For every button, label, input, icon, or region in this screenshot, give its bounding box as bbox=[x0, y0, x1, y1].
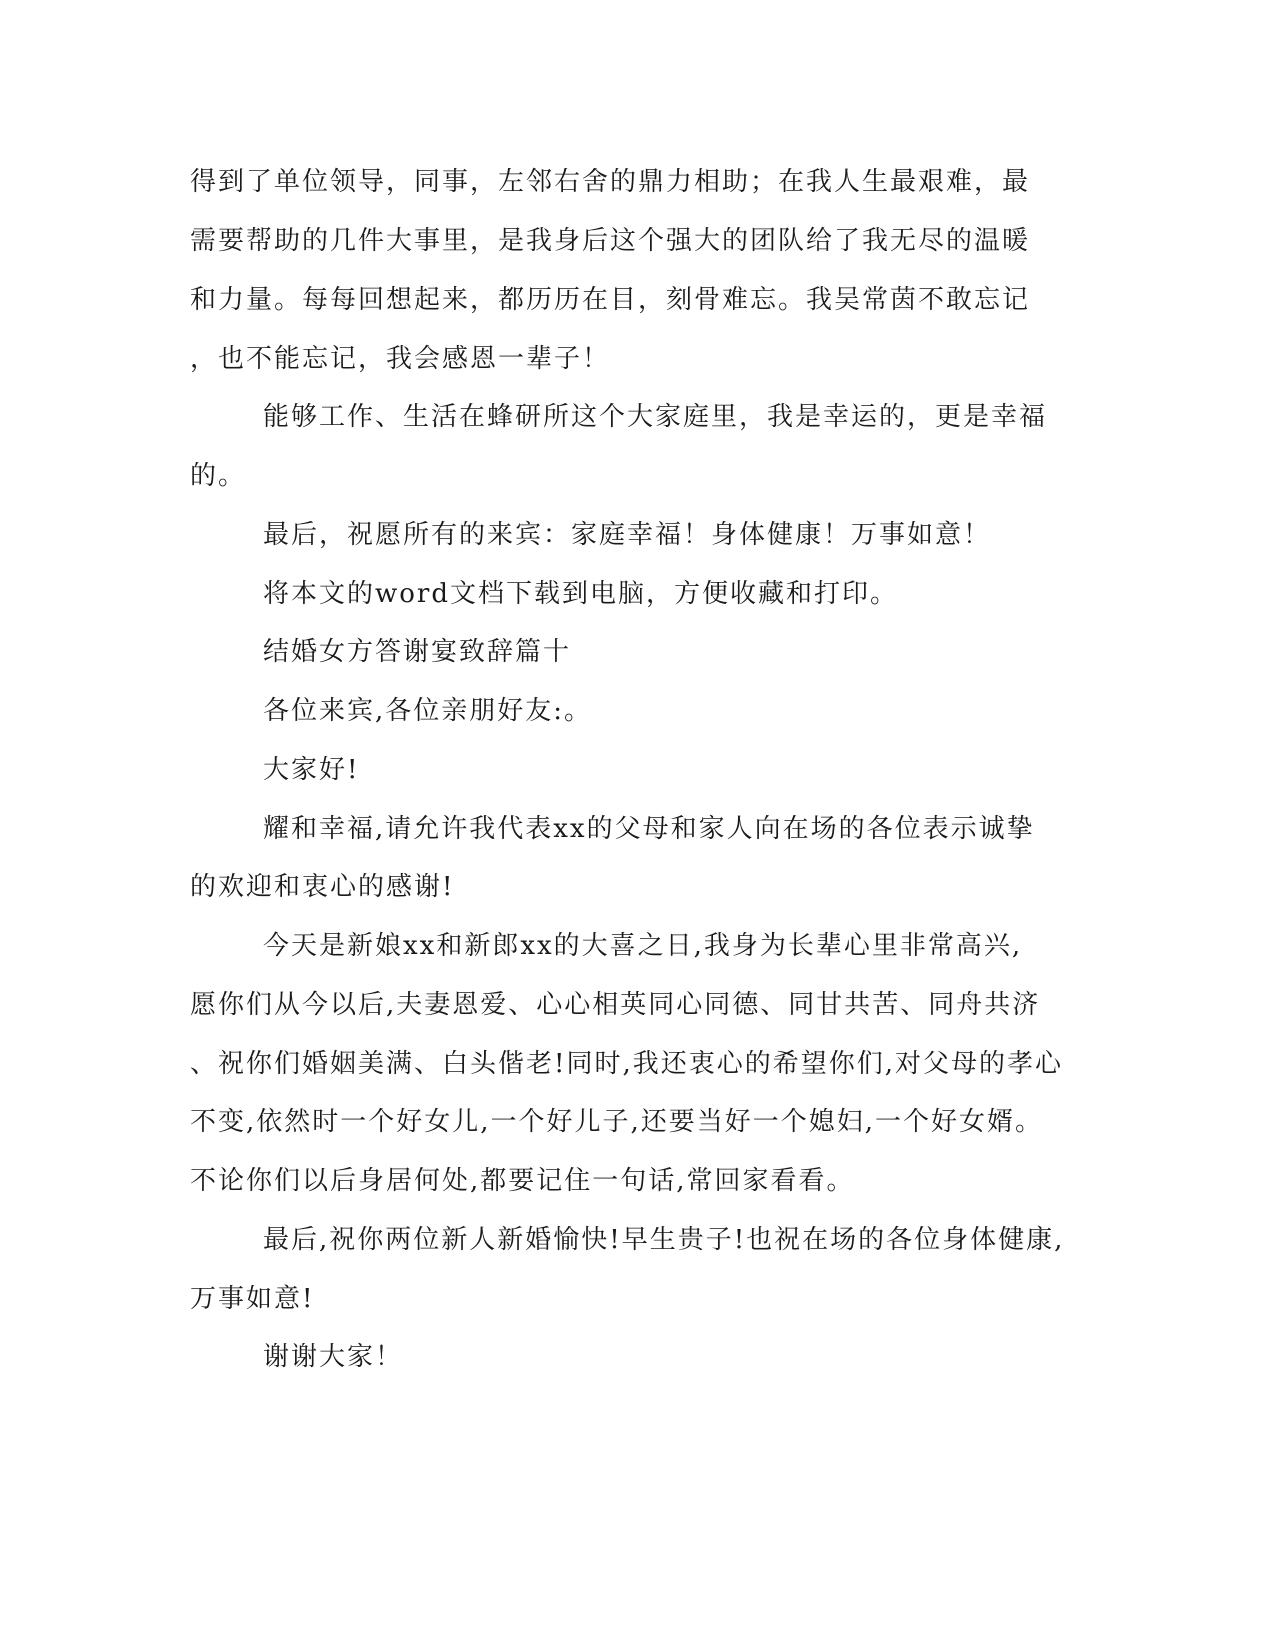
paragraph-line: 最后,祝你两位新人新婚愉快!早生贵子!也祝在场的各位身体健康, bbox=[263, 1225, 1065, 1255]
paragraph-line: 能够工作、生活在蜂研所这个大家庭里，我是幸运的，更是幸福 bbox=[263, 402, 1048, 432]
paragraph-line: 的欢迎和衷心的感谢! bbox=[190, 872, 455, 902]
paragraph-line: 不论你们以后身居何处,都要记住一句话,常回家看看。 bbox=[190, 1166, 855, 1196]
paragraph-line: 大家好! bbox=[263, 755, 360, 785]
paragraph-line: 将本文的word文档下载到电脑，方便收藏和打印。 bbox=[263, 579, 898, 609]
paragraph-line: 今天是新娘xx和新郎xx的大喜之日,我身为长辈心里非常高兴, bbox=[263, 931, 1023, 961]
paragraph-line: 、祝你们婚姻美满、白头偕老!同时,我还衷心的希望你们,对父母的孝心 bbox=[190, 1049, 1063, 1079]
paragraph-line: 谢谢大家！ bbox=[263, 1342, 404, 1372]
paragraph-line: 愿你们从今以后,夫妻恩爱、心心相英同心同德、同甘共苦、同舟共济 bbox=[190, 990, 1041, 1020]
paragraph-line: 需要帮助的几件大事里，是我身后这个强大的团队给了我无尽的温暖 bbox=[190, 226, 1031, 256]
paragraph-line: 万事如意! bbox=[190, 1284, 315, 1314]
paragraph-line: 最后，祝愿所有的来宾：家庭幸福！身体健康！万事如意！ bbox=[263, 520, 992, 550]
paragraph-line: 和力量。每每回想起来，都历历在目，刻骨难忘。我吴常茵不敢忘记 bbox=[190, 285, 1031, 315]
paragraph-line: 耀和幸福,请允许我代表xx的父母和家人向在场的各位表示诚挚 bbox=[263, 814, 1035, 844]
paragraph-line: 不变,依然时一个好女儿,一个好儿子,还要当好一个媳妇,一个好女婿。 bbox=[190, 1107, 1044, 1137]
paragraph-line: ，也不能忘记，我会感恩一辈子！ bbox=[190, 344, 611, 374]
paragraph-line: 得到了单位领导，同事，左邻右舍的鼎力相助；在我人生最艰难，最 bbox=[190, 167, 1031, 197]
section-heading: 结婚女方答谢宴致辞篇十 bbox=[263, 637, 572, 667]
paragraph-line: 各位来宾,各位亲朋好友:。 bbox=[263, 696, 593, 726]
paragraph-line: 的。 bbox=[190, 461, 247, 491]
